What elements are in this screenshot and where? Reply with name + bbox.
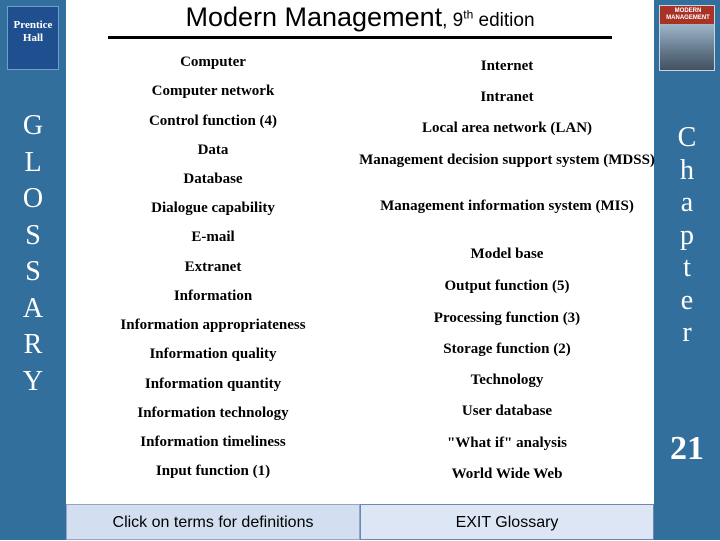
chapter-vertical-label [654, 122, 720, 350]
glossary-term-link[interactable]: Computer [180, 54, 246, 70]
glossary-term-link[interactable]: E-mail [191, 229, 235, 245]
glossary-term-link[interactable]: Processing function (3) [433, 310, 581, 326]
glossary-letter: Y [22, 365, 44, 397]
chapter-letter: p [680, 219, 694, 251]
definitions-hint-button[interactable]: Click on terms for definitions [66, 504, 360, 540]
glossary-term-link[interactable]: Information [173, 288, 253, 304]
glossary-term-link[interactable]: Model base [470, 246, 544, 262]
glossary-term-link[interactable]: "What if" analysis [446, 435, 567, 451]
glossary-term-link[interactable]: Technology [470, 372, 544, 388]
title-edition-number: 9 [452, 10, 464, 31]
glossary-term-link[interactable]: Database [183, 171, 243, 187]
chapter-letter: e [680, 284, 694, 316]
glossary-term-link[interactable]: Management information system (MIS) [380, 198, 634, 214]
glossary-term-link[interactable]: Information technology [137, 405, 289, 421]
title-edition-word: edition [478, 10, 535, 31]
chapter-letter: h [680, 154, 694, 186]
book-cover-image [659, 5, 715, 71]
glossary-letter: A [22, 292, 44, 324]
glossary-term-link[interactable]: Management decision support system (MDSS) [359, 152, 655, 168]
glossary-term-link[interactable]: Dialogue capability [151, 200, 275, 216]
glossary-term-link[interactable]: Information quality [149, 346, 277, 362]
glossary-term-link[interactable]: Local area network (LAN) [421, 120, 593, 136]
glossary-letter: S [25, 219, 41, 251]
glossary-term-link[interactable]: Information timeliness [140, 434, 286, 450]
glossary-term-link[interactable]: Control function (4) [148, 113, 278, 129]
title-main: Modern Management [185, 2, 443, 32]
glossary-term-link[interactable]: Computer network [151, 83, 275, 99]
glossary-vertical-label [0, 108, 66, 400]
prentice-hall-logo [7, 6, 59, 70]
glossary-letter: R [23, 329, 43, 360]
chapter-letter: C [677, 122, 697, 153]
glossary-term-link[interactable]: Information appropriateness [120, 317, 306, 333]
chapter-letter: a [680, 187, 694, 218]
exit-glossary-button[interactable]: EXIT Glossary [360, 504, 654, 540]
logo-line-2: Hall [22, 32, 44, 44]
glossary-term-link[interactable]: Extranet [184, 259, 242, 275]
glossary-term-link[interactable]: Input function (1) [155, 463, 271, 479]
glossary-letter: G [22, 110, 44, 141]
glossary-letter: O [22, 183, 44, 214]
glossary-term-link[interactable]: User database [461, 403, 553, 419]
glossary-term-link[interactable]: Intranet [480, 89, 534, 105]
chapter-number: 21 [670, 430, 704, 467]
glossary-term-link[interactable]: Data [197, 142, 229, 158]
chapter-letter: r [682, 317, 692, 348]
glossary-term-link[interactable]: Storage function (2) [443, 341, 571, 357]
title-edition-suffix: th [463, 7, 474, 22]
glossary-term-link[interactable]: Internet [480, 58, 534, 74]
chapter-letter: t [683, 252, 691, 283]
page-title: Modern Management, 9th edition [185, 2, 535, 32]
glossary-letter: L [24, 146, 42, 178]
title-underline [108, 36, 612, 39]
glossary-term-link[interactable]: World Wide Web [451, 466, 563, 482]
glossary-term-link[interactable]: Output function (5) [444, 278, 570, 294]
logo-line-1: Prentice [13, 19, 53, 31]
book-cover-title: MODERN MANAGEMENT [666, 8, 710, 21]
glossary-letter: S [25, 256, 41, 287]
glossary-term-link[interactable]: Information quantity [144, 376, 282, 392]
